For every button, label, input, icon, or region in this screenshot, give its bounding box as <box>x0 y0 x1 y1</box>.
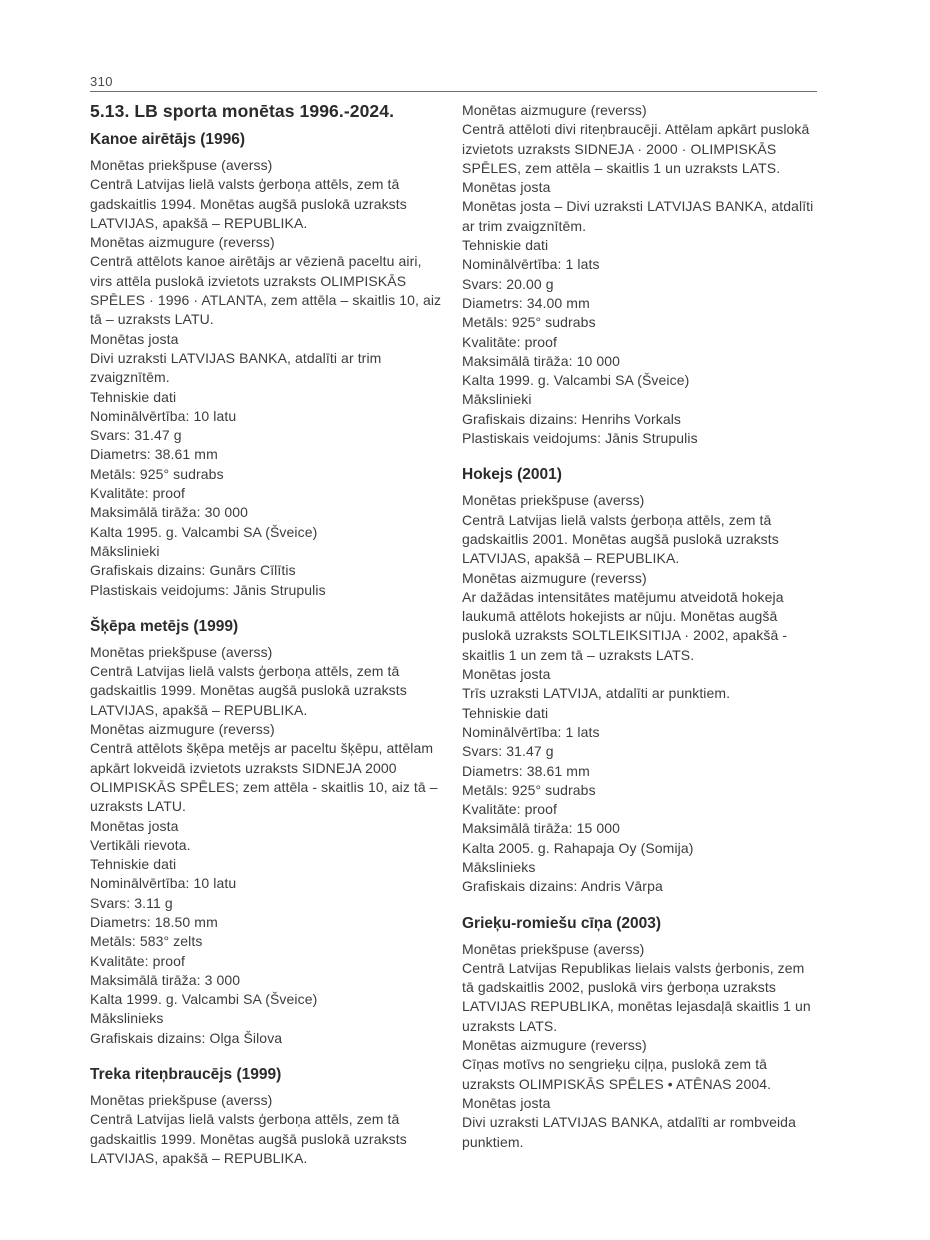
body-paragraph: Diametrs: 38.61 mm <box>90 446 218 463</box>
body-paragraph: Monētas priekšpuse (averss) <box>90 643 273 660</box>
left-column-sections <box>90 130 445 1168</box>
body-paragraph: Monētas josta <box>90 817 179 834</box>
body-paragraph: Metāls: 583° zelts <box>90 933 203 950</box>
body-paragraph: Mākslinieks <box>90 1010 164 1027</box>
body-paragraph: Maksimālā tirāža: 30 000 <box>90 504 249 521</box>
body-paragraph: Monētas aizmugure (reverss) <box>90 234 275 251</box>
coin-section-title: Šķēpa metējs (1999) <box>90 617 239 635</box>
body-paragraph: Monētas josta <box>462 1094 551 1111</box>
right-column-sections <box>462 101 817 1152</box>
body-paragraph: Grafiskais dizains: Gunārs Cīlītis <box>90 562 296 579</box>
body-paragraph: Metāls: 925° sudrabs <box>90 465 224 482</box>
body-paragraph: Kvalitāte: proof <box>462 801 557 818</box>
coin-section <box>90 617 445 1048</box>
body-paragraph: Monētas aizmugure (reverss) <box>462 1037 647 1054</box>
body-paragraph: Monētas priekšpuse (averss) <box>462 492 645 509</box>
body-paragraph: Svars: 31.47 g <box>90 427 182 444</box>
body-paragraph: Plastiskais veidojums: Jānis Strupulis <box>462 430 698 447</box>
body-paragraph: Nominālvērtība: 1 lats <box>462 256 600 273</box>
body-paragraph: Grafiskais dizains: Andris Vārpa <box>462 878 663 895</box>
coin-section-title: Grieķu-romiešu cīņa (2003) <box>462 914 661 932</box>
coin-section <box>462 101 817 448</box>
body-paragraph: Centrā attēlots kanoe airētājs ar vēzienā paceltu airi, virs attēla puslokā izvietots uzraksts OLIMPISKĀS SPĒLES · 1996 · ATLANTA, zem attēla – skaitlis 10, aiz tā – uzraksts LATU. <box>90 253 442 328</box>
body-paragraph: Monētas josta – Divi uzraksti LATVIJAS BANKA, atdalīti ar trim zvaigznītēm. <box>462 198 814 234</box>
body-paragraph: Grafiskais dizains: Henrihs Vorkals <box>462 410 682 427</box>
body-paragraph: Ar dažādas intensitātes matējumu atveidotā hokeja laukumā attēlots hokejists ar nūju. Monētas augšā puslokā uzraksts SOLTLEIKSITIJA · 2002, apakšā - skaitlis 1 un zem tā – uzraksts LATS. <box>462 588 788 663</box>
body-paragraph: Kvalitāte: proof <box>90 485 185 502</box>
body-paragraph: Mākslinieki <box>462 391 532 408</box>
body-paragraph: Diametrs: 18.50 mm <box>90 913 218 930</box>
coin-section <box>90 130 445 600</box>
body-paragraph: Mākslinieki <box>90 542 160 559</box>
body-paragraph: Monētas aizmugure (reverss) <box>90 721 275 738</box>
coin-section-title: Treka riteņbraucējs (1999) <box>90 1066 282 1084</box>
body-paragraph: Monētas josta <box>90 330 179 347</box>
body-paragraph: Nominālvērtība: 10 latu <box>90 407 237 424</box>
coin-section <box>462 465 817 896</box>
body-paragraph: Kalta 2005. g. Rahapaja Oy (Somija) <box>462 839 694 856</box>
text-columns <box>90 101 817 1168</box>
coin-section-title: Hokejs (2001) <box>462 466 562 484</box>
page-number: 310 <box>90 74 113 89</box>
body-paragraph: Centrā Latvijas lielā valsts ģerboņa attēls, zem tā gadskaitlis 1999. Monētas augšā puslokā uzraksts LATVIJAS, apakšā – REPUBLIKA. <box>90 663 407 718</box>
body-paragraph: Centrā attēlots šķēpa metējs ar paceltu šķēpu, attēlam apkārt lokveidā izvietots uzraksts SIDNEJA 2000 OLIMPISKĀS SPĒLES; zem attēla - skaitlis 10, aiz tā – uzraksts LATU. <box>90 740 438 815</box>
coin-section <box>462 914 817 1152</box>
body-paragraph: Centrā attēloti divi riteņbraucēji. Attēlam apkārt puslokā izvietots uzraksts SIDNEJA · 2000 · OLIMPISKĀS SPĒLES, zem attēla – skaitlis 1 un uzraksts LATS. <box>462 121 810 176</box>
body-paragraph: Diametrs: 34.00 mm <box>462 294 590 311</box>
body-paragraph: Maksimālā tirāža: 15 000 <box>462 820 621 837</box>
body-paragraph: Monētas priekšpuse (averss) <box>462 940 645 957</box>
body-paragraph: Mākslinieks <box>462 858 536 875</box>
body-paragraph: Kalta 1995. g. Valcambi SA (Šveice) <box>90 523 318 540</box>
body-paragraph: Divi uzraksti LATVIJAS BANKA, atdalīti ar rombveida punktiem. <box>462 1114 796 1150</box>
body-paragraph: Kvalitāte: proof <box>90 952 185 969</box>
body-paragraph: Svars: 20.00 g <box>462 275 554 292</box>
body-paragraph: Nominālvērtība: 1 lats <box>462 723 600 740</box>
body-paragraph: Monētas josta <box>462 666 551 683</box>
body-paragraph: Diametrs: 38.61 mm <box>462 762 590 779</box>
body-paragraph: Monētas aizmugure (reverss) <box>462 569 647 586</box>
body-paragraph: Grafiskais dizains: Olga Šilova <box>90 1029 283 1046</box>
body-paragraph: Metāls: 925° sudrabs <box>462 314 596 331</box>
body-paragraph: Metāls: 925° sudrabs <box>462 781 596 798</box>
body-paragraph: Svars: 31.47 g <box>462 743 554 760</box>
body-paragraph: Vertikāli rievota. <box>90 836 191 853</box>
body-paragraph: Svars: 3.11 g <box>90 894 173 911</box>
body-paragraph: Centrā Latvijas lielā valsts ģerboņa attēls, zem tā gadskaitlis 1994. Monētas augšā puslokā uzraksts LATVIJAS, apakšā – REPUBLIKA. <box>90 176 407 231</box>
body-paragraph: Monētas priekšpuse (averss) <box>90 1092 273 1109</box>
coin-section <box>90 1065 445 1168</box>
body-paragraph: Divi uzraksti LATVIJAS BANKA, atdalīti ar trim zvaigznītēm. <box>90 349 382 386</box>
left-column <box>90 101 445 1168</box>
body-paragraph: Maksimālā tirāža: 10 000 <box>462 352 621 369</box>
body-paragraph: Trīs uzraksti LATVIJA, atdalīti ar punktiem. <box>462 685 731 702</box>
body-paragraph: Kalta 1999. g. Valcambi SA (Šveice) <box>90 991 318 1008</box>
body-paragraph: Monētas aizmugure (reverss) <box>462 102 647 118</box>
body-paragraph: Maksimālā tirāža: 3 000 <box>90 971 241 988</box>
body-paragraph: Monētas josta <box>462 179 551 196</box>
body-paragraph: Tehniskie dati <box>90 856 177 873</box>
body-paragraph: Monētas priekšpuse (averss) <box>90 157 273 173</box>
body-paragraph: Centrā Latvijas lielā valsts ģerboņa attēls, zem tā gadskaitlis 1999. Monētas augšā puslokā uzraksts LATVIJAS, apakšā – REPUBLIKA. <box>90 1111 407 1166</box>
body-paragraph: Centrā Latvijas Republikas lielais valsts ģerbonis, zem tā gadskaitlis 2002, puslokā virs ģerboņa uzraksts LATVIJAS REPUBLIKA, monētas lejasdaļā skaitlis 1 un uzraksts LATS. <box>462 959 811 1034</box>
body-paragraph: Tehniskie dati <box>462 704 549 721</box>
chapter-heading: 5.13. LB sporta monētas 1996.-2024. <box>90 101 395 121</box>
body-paragraph: Cīņas motīvs no sengrieķu ciļņa, puslokā zem tā uzraksts OLIMPISKĀS SPĒLES • ATĒNAS 2004. <box>462 1056 772 1092</box>
coin-section-title: Kanoe airētājs (1996) <box>90 131 246 148</box>
body-paragraph: Tehniskie dati <box>462 237 549 254</box>
right-column <box>462 101 817 1168</box>
body-paragraph: Kalta 1999. g. Valcambi SA (Šveice) <box>462 372 690 389</box>
body-paragraph: Centrā Latvijas lielā valsts ģerboņa attēls, zem tā gadskaitlis 2001. Monētas augšā puslokā uzraksts LATVIJAS, apakšā – REPUBLIKA. <box>462 511 779 567</box>
body-paragraph: Tehniskie dati <box>90 388 177 405</box>
body-paragraph: Kvalitāte: proof <box>462 333 557 350</box>
body-paragraph: Plastiskais veidojums: Jānis Strupulis <box>90 581 326 598</box>
header-rule <box>90 91 817 92</box>
body-paragraph: Nominālvērtība: 10 latu <box>90 875 237 892</box>
